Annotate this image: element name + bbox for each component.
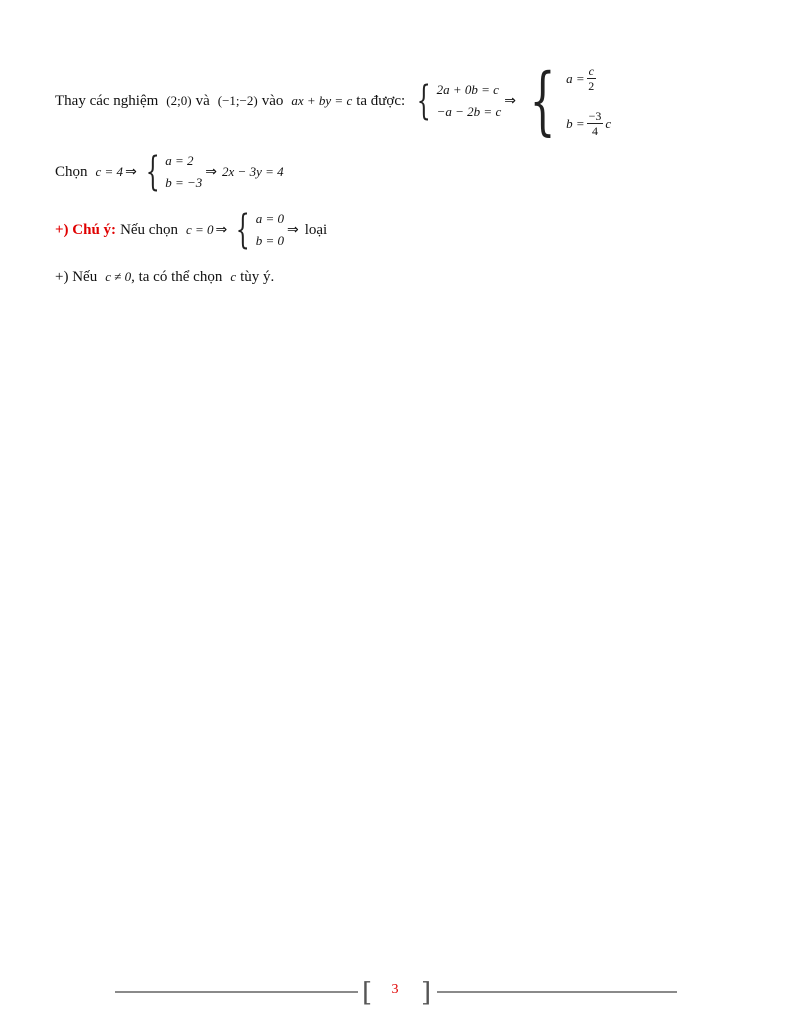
line-note: [55, 208, 327, 252]
fraction-numerator: c: [588, 64, 594, 78]
text-neu-chon: Nếu chọn: [120, 221, 178, 238]
note-label: +) Chú ý:: [55, 221, 117, 238]
left-brace-icon: {: [235, 207, 250, 253]
text-tuy-y: tùy ý.: [240, 268, 275, 285]
text-thay: Thay các nghiệm: [55, 92, 159, 109]
system-3: [140, 149, 203, 195]
point-2: (−1;−2): [217, 93, 258, 108]
system-1-row-1: 2a + 0b = c: [436, 82, 499, 97]
text-neu: +) Nếu: [55, 268, 98, 285]
text-loai: loại: [304, 221, 328, 238]
footer-rule-left: [115, 991, 358, 993]
implies-arrow-icon: ⇒: [205, 164, 218, 180]
fraction-denominator: 4: [591, 124, 598, 138]
point-1: (2;0): [166, 93, 192, 108]
system-1-row-2: −a − 2b = c: [436, 104, 502, 119]
page-number: 3: [391, 982, 399, 997]
system-2: [519, 58, 612, 144]
system-3-rows: [165, 153, 202, 191]
system-2-rows: [566, 64, 611, 138]
text-vao: vào: [261, 92, 284, 109]
left-brace-icon: {: [145, 149, 160, 195]
right-bracket-icon: ]: [421, 978, 432, 1008]
equation-axbyc: ax + by = c: [291, 93, 353, 108]
text-ta-duoc: ta được:: [356, 92, 406, 109]
page-footer: [115, 978, 677, 1008]
left-brace-icon: {: [416, 78, 431, 124]
line-c-nonzero: [55, 266, 274, 288]
variable-c: c: [230, 269, 237, 284]
system-2-b-tail: c: [605, 115, 612, 131]
system-2-row-a: [566, 64, 611, 93]
line-choose-c4: [55, 150, 288, 194]
system-4-rows: [256, 211, 284, 249]
condition-c-neq-0: c ≠ 0: [105, 269, 132, 284]
system-2-b-label: b =: [566, 115, 585, 131]
fraction-numerator: −3: [588, 109, 602, 123]
left-bracket-icon: [: [362, 978, 373, 1008]
left-brace-icon: {: [529, 58, 556, 144]
implies-arrow-icon: ⇒: [504, 93, 516, 109]
text-va: và: [195, 92, 210, 109]
result-equation: 2x − 3y = 4: [222, 164, 284, 179]
fraction-c-over-2: [587, 64, 596, 93]
implies-arrow-icon: ⇒: [286, 222, 299, 238]
condition-c0: c = 0: [185, 222, 214, 237]
system-1: [411, 78, 502, 124]
text-chon: Chọn: [55, 163, 88, 180]
system-4-row-2: b = 0: [255, 233, 284, 248]
system-1-rows: [437, 82, 502, 120]
system-2-a-label: a =: [566, 70, 585, 86]
system-3-row-1: a = 2: [165, 153, 194, 168]
system-2-row-b: [566, 109, 611, 138]
fraction-denominator: 2: [588, 79, 595, 93]
line-substitute: [55, 58, 613, 144]
footer-rule-right: [437, 991, 677, 993]
implies-arrow-icon: ⇒: [125, 164, 137, 180]
condition-c4: c = 4: [95, 164, 124, 179]
system-3-row-2: b = −3: [165, 175, 203, 190]
fraction-minus3-over-4: [587, 109, 604, 138]
system-4-row-1: a = 0: [255, 211, 284, 226]
system-4: [230, 207, 284, 253]
text-ta-co-the-chon: , ta có thể chọn: [131, 268, 223, 285]
implies-arrow-icon: ⇒: [215, 222, 228, 238]
